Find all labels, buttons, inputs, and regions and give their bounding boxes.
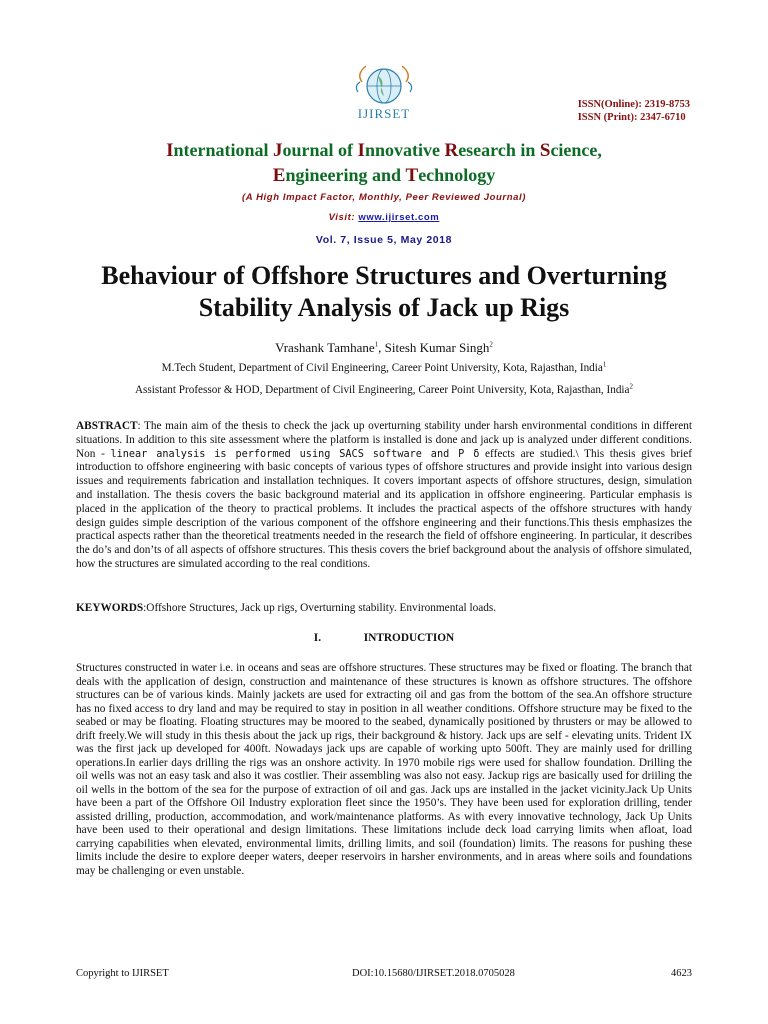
volume-issue: Vol. 7, Issue 5, May 2018 <box>315 234 453 246</box>
journal-word-cap: S <box>539 140 551 161</box>
affiliation-2 <box>0 384 768 396</box>
journal-word-rest: nternational <box>173 140 274 160</box>
authors <box>0 340 768 356</box>
author-separator: , <box>378 340 385 355</box>
journal-word-rest: esearch in <box>458 140 540 160</box>
journal-title-line2 <box>60 163 708 188</box>
journal-word-rest: cience, <box>550 140 602 160</box>
issn-block <box>578 98 690 124</box>
journal-word-cap: E <box>272 165 286 186</box>
journal-word-rest: ngineering and <box>285 165 406 185</box>
globe-logo-icon <box>328 62 440 108</box>
paper-title: Behaviour of Offshore Structures and Overturning Stability Analysis of Jack up Rigs <box>101 261 667 322</box>
abstract-text-mono: linear analysis is performed using SACS software and P δ <box>110 448 480 460</box>
journal-word-rest: ournal of <box>282 140 358 160</box>
journal-logo <box>328 62 440 128</box>
section-title: INTRODUCTION <box>363 632 455 644</box>
journal-word-cap: T <box>405 165 419 186</box>
issn-online: ISSN(Online): 2319-8753 <box>577 99 690 110</box>
affiliation-text: M.Tech Student, Department of Civil Engineering, Career Point University, Kota, Rajasthan, India <box>161 362 603 374</box>
issn-print: ISSN (Print): 2347-6710 <box>577 112 686 123</box>
author-name: Vrashank Tamhane <box>275 340 375 355</box>
journal-word-rest: echnology <box>418 165 496 185</box>
author-affiliation-mark: 2 <box>489 340 493 349</box>
journal-title <box>60 138 708 188</box>
footer-doi: DOI:10.15680/IJIRSET.2018.0705028 <box>352 968 515 979</box>
keywords-text: :Offshore Structures, Jack up rigs, Overturning stability. Environmental loads. <box>143 602 497 614</box>
journal-title-line1 <box>60 138 708 163</box>
abstract-text: : The main aim of the thesis to check the jack up overturning stability under harsh environmental conditions in different situations. In addition to this site assessment where the platform is installed is done and jack up is analyzed under different conditions. Non - <box>76 420 692 460</box>
section-number: I. <box>313 632 322 644</box>
author-name: Sitesh Kumar Singh <box>384 340 490 355</box>
affiliation-mark: 2 <box>629 382 634 391</box>
author-affiliation-mark: 1 <box>374 340 379 349</box>
abstract-text: effects are studied.\ This thesis gives brief introduction to offshore engineering with basic concepts of various types of offshore structures and provide insight into various design issues and requirements fabrication and installation techniques. It covers important aspects of offshore structures, design, simulation and installation. The thesis covers the basic background material and its application in offshore engineering. Particular emphasis is placed in the application of the theory to practical problems. It includes the practical aspects of the offshore structures with handy design guides simple description of the various component of the offshore engineering and their functions.This thesis emphasizes the practical aspects rather than the theoretical treatments needed in the research the field of offshore engineering. In particular, it describes the do’s and don’ts of all aspects of offshore structures. This thesis covers the brief background about the analysis of offshore simulated, how the structures are simulated according to the real conditions. <box>76 447 692 570</box>
affiliation-1 <box>0 362 768 374</box>
introduction-body: Structures constructed in water i.e. in oceans and seas are offshore structures. These structures may be fixed or floating. The branch that deals with the application of design, construction and maintenance of these structures is known as offshore structures. The offshore structures can be of various kinds. Mainly jackets are used for extracting oil and gas from the bottom of the sea.An offshore structure has no fixed access to dry land and may be required to stay in position in all weather conditions. Offshore structure may be fixed to the seabed or may be floating. Floating structures may be moored to the seabed, dynamically positioned by thrusters or may be allowed to drift freely.We will study in this thesis about the jack up rigs, their background & history. Jack ups are self - elevating units. Trident IX was the first jack up developed for 400ft. Nowadays jack ups are capable of working upto 500ft. They are mainly used for drilling operations.In earlier days drilling the rigs was an onshore activity. In 1970 mobile rigs were used for shallow foundation. Drilling the oil wells was not an easy task and also it was costlier. Their assembling was also not easy. Jackup rigs are basically used for driiling the oil wells in the bottom of the sea for the purpose of extraction of oil and gas. Jack ups are installed in the jacket vicinity.Jack Up Units have been a part of the Offshore Oil Industry exploration fleet since the 1950’s. They have been used for exploration drilling, tender assisted drilling, production, accommodation, and work/maintenance platforms. As with every innovative technology, Jack Up Units have been used to their operational and design limitations. These limitations include deck load carrying limits when afloat, load carrying capabilities when elevated, environmental limits, drilling limits, and soil (foundation) limits. The reasons for pushing these limits include the desire to explore deeper waters, deeper reservoirs in harsher environments, and in areas where soils and foundations may be challenging or even unstable. <box>76 662 692 877</box>
section-heading <box>0 632 768 644</box>
visit-label: Visit: <box>328 212 359 223</box>
affiliation-text: Assistant Professor & HOD, Department of Civil Engineering, Career Point University, Kota, Rajasthan, India <box>134 384 630 396</box>
keywords <box>76 601 692 615</box>
affiliation-mark: 1 <box>602 360 607 369</box>
journal-word-cap: J <box>273 140 283 161</box>
journal-website-link[interactable]: www.ijirset.com <box>358 212 440 223</box>
journal-word-rest: nnovative <box>364 140 445 160</box>
logo-text: IJIRSET <box>357 106 411 121</box>
abstract <box>76 420 692 572</box>
journal-tagline: (A High Impact Factor, Monthly, Peer Reviewed Journal) <box>241 192 527 203</box>
keywords-label: KEYWORDS <box>76 602 144 614</box>
abstract-label: ABSTRACT <box>76 420 138 432</box>
journal-word-cap: I <box>166 140 174 161</box>
footer-page-number: 4623 <box>671 968 692 979</box>
visit-line <box>0 212 768 223</box>
journal-word-cap: R <box>444 140 459 161</box>
footer-copyright: Copyright to IJIRSET <box>76 968 169 979</box>
journal-word-cap: I <box>357 140 365 161</box>
